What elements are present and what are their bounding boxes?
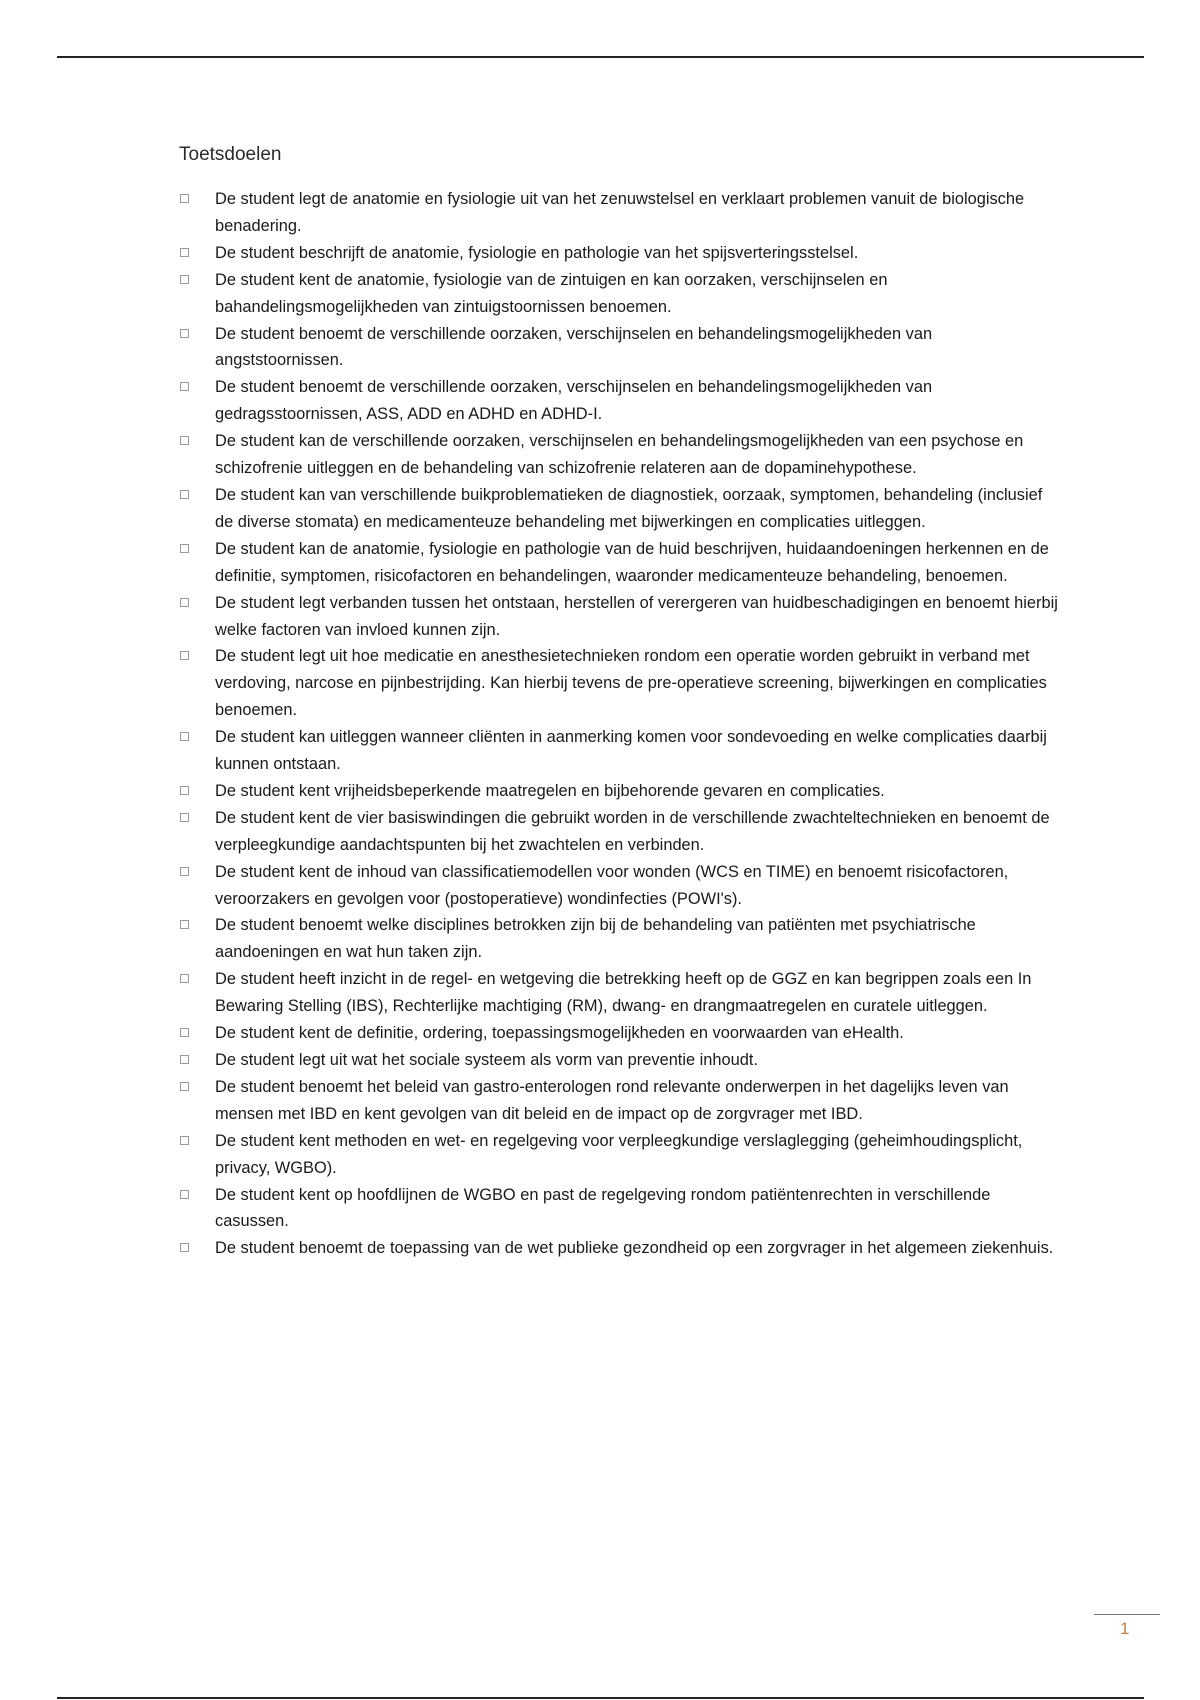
checkbox-bullet-icon xyxy=(180,544,189,553)
goal-item xyxy=(179,536,1059,590)
checkbox-bullet-icon xyxy=(180,598,189,607)
checkbox-bullet-icon xyxy=(180,329,189,338)
checkbox-bullet-icon xyxy=(180,1082,189,1091)
goal-text: De student benoemt het beleid van gastro-enterologen rond relevante onderwerpen in het dagelijks leven van mensen met IBD en kent gevolgen van dit beleid en de impact op de zorgvrager met IBD. xyxy=(215,1077,1009,1123)
page-number-rule xyxy=(1094,1614,1160,1615)
goal-item xyxy=(179,482,1059,536)
checkbox-bullet-icon xyxy=(180,436,189,445)
goal-item xyxy=(179,1182,1059,1236)
goal-item xyxy=(179,240,1059,267)
goal-text: De student benoemt de toepassing van de wet publieke gezondheid op een zorgvrager in het algemeen ziekenhuis. xyxy=(215,1239,1054,1258)
goal-text: De student benoemt de verschillende oorzaken, verschijnselen en behandelingsmogelijkheden van angststoornissen. xyxy=(215,324,933,370)
goal-text: De student heeft inzicht in de regel- en wetgeving die betrekking heeft op de GGZ en kan begrippen zoals een In Bewaring Stelling (IBS), Rechterlijke machtiging (RM), dwang- en drangmaatregelen en curatele uitleggen. xyxy=(215,970,1032,1016)
checkbox-bullet-icon xyxy=(180,490,189,499)
checkbox-bullet-icon xyxy=(180,813,189,822)
goal-item xyxy=(179,321,1059,375)
checkbox-bullet-icon xyxy=(180,1136,189,1145)
goal-item xyxy=(179,1074,1059,1128)
checkbox-bullet-icon xyxy=(180,1243,189,1252)
goal-text: De student kan van verschillende buikproblematieken de diagnostiek, oorzaak, symptomen, behandeling (inclusief de diverse stomata) en medicamenteuze behandeling met bijwerkingen en complicaties uitleggen. xyxy=(215,485,1043,531)
goal-item xyxy=(179,778,1059,805)
section-heading: Toetsdoelen xyxy=(179,144,282,165)
checkbox-bullet-icon xyxy=(180,867,189,876)
goal-text: De student kent de vier basiswindingen die gebruikt worden in de verschillende zwachteltechnieken en benoemt de verpleegkundige aandachtspunten bij het zwachtelen en verbinden. xyxy=(215,808,1050,854)
goal-text: De student kan uitleggen wanneer cliënten in aanmerking komen voor sondevoeding en welke complicaties daarbij kunnen ontstaan. xyxy=(215,728,1047,774)
goal-item xyxy=(179,643,1059,724)
goal-item xyxy=(179,966,1059,1020)
checkbox-bullet-icon xyxy=(180,194,189,203)
goal-item xyxy=(179,805,1059,859)
goal-text: De student kent de definitie, ordering, toepassingsmogelijkheden en voorwaarden van eHealth. xyxy=(215,1024,904,1043)
goal-text: De student kent op hoofdlijnen de WGBO en past de regelgeving rondom patiëntenrechten in verschillende casussen. xyxy=(215,1185,991,1231)
checkbox-bullet-icon xyxy=(180,248,189,257)
header-rule xyxy=(57,56,1144,58)
checkbox-bullet-icon xyxy=(180,1028,189,1037)
page-number: 1 xyxy=(1120,1619,1130,1638)
goal-text: De student kan de verschillende oorzaken, verschijnselen en behandelingsmogelijkheden van een psychose en schizofrenie uitleggen en de behandeling van schizofrenie relateren aan de dopaminehypothese. xyxy=(215,432,1024,478)
checkbox-bullet-icon xyxy=(180,275,189,284)
checkbox-bullet-icon xyxy=(180,651,189,660)
goal-item xyxy=(179,186,1059,240)
goal-item xyxy=(179,859,1059,913)
checkbox-bullet-icon xyxy=(180,732,189,741)
goal-text: De student benoemt de verschillende oorzaken, verschijnselen en behandelingsmogelijkheden van gedragsstoornissen, ASS, ADD en ADHD en ADHD-I. xyxy=(215,378,933,424)
goal-text: De student kent methoden en wet- en regelgeving voor verpleegkundige verslaglegging (geheimhoudingsplicht, privacy, WGBO). xyxy=(215,1131,1023,1177)
document-body xyxy=(179,142,1059,1262)
goal-text: De student beschrijft de anatomie, fysiologie en pathologie van het spijsverteringsstelsel. xyxy=(215,243,859,262)
goal-item xyxy=(179,374,1059,428)
checkbox-bullet-icon xyxy=(180,920,189,929)
goal-text: De student benoemt welke disciplines betrokken zijn bij de behandeling van patiënten met psychiatrische aandoeningen en wat hun taken zijn. xyxy=(215,916,976,962)
goal-item xyxy=(179,267,1059,321)
goal-list xyxy=(179,186,1059,1262)
goal-text: De student kan de anatomie, fysiologie en pathologie van de huid beschrijven, huidaandoeningen herkennen en de definitie, symptomen, risicofactoren en behandelingen, waaronder medicamenteuze behandeling, benoemen. xyxy=(215,539,1049,585)
checkbox-bullet-icon xyxy=(180,382,189,391)
goal-item xyxy=(179,1235,1059,1262)
checkbox-bullet-icon xyxy=(180,974,189,983)
goal-text: De student legt uit wat het sociale systeem als vorm van preventie inhoudt. xyxy=(215,1051,758,1069)
goal-text: De student legt uit hoe medicatie en anesthesietechnieken rondom een operatie worden gebruikt in verband met verdoving, narcose en pijnbestrijding. Kan hierbij tevens de pre-operatieve screening, bijwerkingen en complicaties benoemen. xyxy=(215,647,1047,720)
goal-text: De student kent vrijheidsbeperkende maatregelen en bijbehorende gevaren en complicaties. xyxy=(215,781,885,800)
goal-item xyxy=(179,1020,1059,1047)
goal-text: De student legt de anatomie en fysiologie uit van het zenuwstelsel en verklaart problemen vanuit de biologische benadering. xyxy=(215,190,1025,235)
goal-item xyxy=(179,724,1059,778)
goal-text: De student kent de anatomie, fysiologie van de zintuigen en kan oorzaken, verschijnselen en bahandelingsmogelijkheden van zintuigstoornissen benoemen. xyxy=(215,270,888,316)
goal-item xyxy=(179,1047,1059,1074)
goal-text: De student legt verbanden tussen het ontstaan, herstellen of verergeren van huidbeschadigingen en benoemt hierbij welke factoren van invloed kunnen zijn. xyxy=(215,593,1058,639)
footer-rule xyxy=(57,1697,1144,1699)
goal-item xyxy=(179,1128,1059,1182)
goal-item xyxy=(179,590,1059,644)
goal-item xyxy=(179,428,1059,482)
goal-text: De student kent de inhoud van classificatiemodellen voor wonden (WCS en TIME) en benoemt risicofactoren, veroorzakers en gevolgen voor (postoperatieve) wondinfecties (POWI's). xyxy=(215,862,1009,908)
checkbox-bullet-icon xyxy=(180,786,189,795)
checkbox-bullet-icon xyxy=(180,1055,189,1064)
checkbox-bullet-icon xyxy=(180,1190,189,1199)
goal-item xyxy=(179,912,1059,966)
